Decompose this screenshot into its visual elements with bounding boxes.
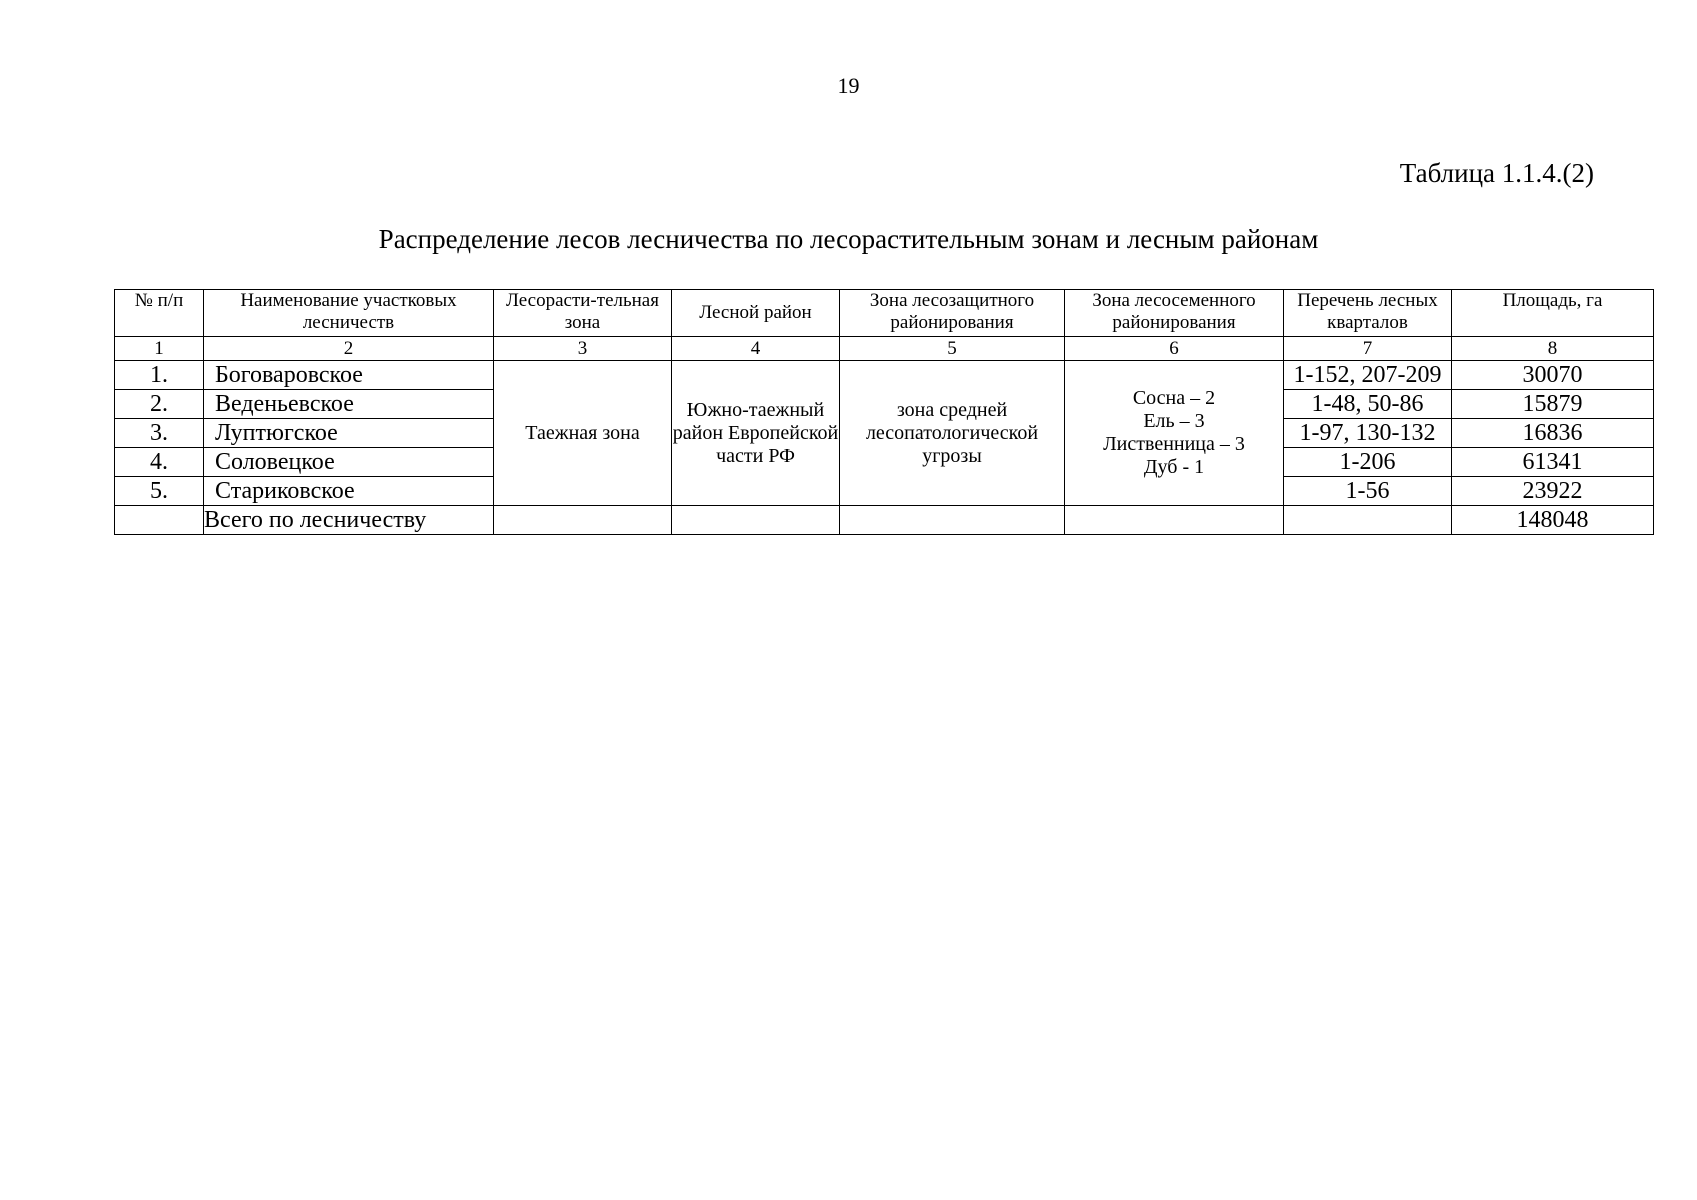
area-value: 23922 xyxy=(1452,477,1654,506)
column-number: 5 xyxy=(840,337,1065,361)
quarters-list: 1-206 xyxy=(1284,448,1452,477)
column-number: 3 xyxy=(494,337,672,361)
forestry-name: Луптюгское xyxy=(204,419,494,448)
seed-zone-line: Лиственница – 3 xyxy=(1103,433,1245,455)
column-number: 4 xyxy=(672,337,840,361)
row-number: 4. xyxy=(115,448,204,477)
column-number-row xyxy=(115,337,1654,361)
header-forest-district: Лесной район xyxy=(672,290,840,337)
header-number: № п/п xyxy=(115,290,204,337)
seed-zone-line: Сосна – 2 xyxy=(1132,387,1216,409)
area-value: 16836 xyxy=(1452,419,1654,448)
header-area: Площадь, га xyxy=(1452,290,1654,337)
seed-zone-line: Дуб - 1 xyxy=(1143,456,1205,478)
seed-zone-line: Ель – 3 xyxy=(1143,410,1205,432)
total-empty-cell xyxy=(494,506,672,535)
quarters-list: 1-97, 130-132 xyxy=(1284,419,1452,448)
header-forestry-name: Наименование участковых лесничеств xyxy=(204,290,494,337)
protection-zone-line: лесопатологической xyxy=(865,421,1039,444)
table-header-row xyxy=(115,290,1654,337)
total-empty-cell xyxy=(1284,506,1452,535)
table-caption: Таблица 1.1.4.(2) xyxy=(1399,158,1594,188)
protection-zone-line: зона средней xyxy=(896,398,1008,421)
header-protection-zone: Зона лесозащитного районирования xyxy=(840,290,1065,337)
forestry-name: Соловецкое xyxy=(204,448,494,477)
protection-zone-line: угрозы xyxy=(922,444,982,467)
header-seed-zone: Зона лесосеменного районирования xyxy=(1065,290,1284,337)
area-value: 30070 xyxy=(1452,361,1654,390)
quarters-list: 1-152, 207-209 xyxy=(1284,361,1452,390)
forestry-name: Боговаровское xyxy=(204,361,494,390)
area-value: 15879 xyxy=(1452,390,1654,419)
column-number: 2 xyxy=(204,337,494,361)
total-empty-cell xyxy=(1065,506,1284,535)
area-value: 61341 xyxy=(1452,448,1654,477)
forest-district-cell xyxy=(672,361,840,506)
column-number: 6 xyxy=(1065,337,1284,361)
table-row xyxy=(115,361,1654,390)
total-empty-cell xyxy=(115,506,204,535)
row-number: 5. xyxy=(115,477,204,506)
column-number: 1 xyxy=(115,337,204,361)
forest-district-line: части РФ xyxy=(716,444,795,467)
table-title: Распределение лесов лесничества по лесорастительным зонам и лесным районам xyxy=(378,224,1319,254)
header-quarters: Перечень лесных кварталов xyxy=(1284,290,1452,337)
protection-zone-cell xyxy=(840,361,1065,506)
forestry-name: Стариковское xyxy=(204,477,494,506)
seed-zone-cell xyxy=(1065,361,1284,506)
header-vegetation-zone: Лесорасти-тельная зона xyxy=(494,290,672,337)
column-number: 7 xyxy=(1284,337,1452,361)
total-empty-cell xyxy=(840,506,1065,535)
vegetation-zone-cell: Таежная зона xyxy=(494,361,672,506)
forestry-name: Веденьевское xyxy=(204,390,494,419)
total-label: Всего по лесничеству xyxy=(204,506,494,535)
row-number: 2. xyxy=(115,390,204,419)
total-row xyxy=(115,506,1654,535)
row-number: 1. xyxy=(115,361,204,390)
row-number: 3. xyxy=(115,419,204,448)
column-number: 8 xyxy=(1452,337,1654,361)
total-empty-cell xyxy=(672,506,840,535)
quarters-list: 1-56 xyxy=(1284,477,1452,506)
forest-distribution-table xyxy=(114,289,1654,535)
quarters-list: 1-48, 50-86 xyxy=(1284,390,1452,419)
forest-district-line: Южно-таежный xyxy=(686,398,825,421)
total-area-value: 148048 xyxy=(1452,506,1654,535)
page-number: 19 xyxy=(837,73,860,98)
forest-district-line: район Европейской xyxy=(672,421,839,444)
